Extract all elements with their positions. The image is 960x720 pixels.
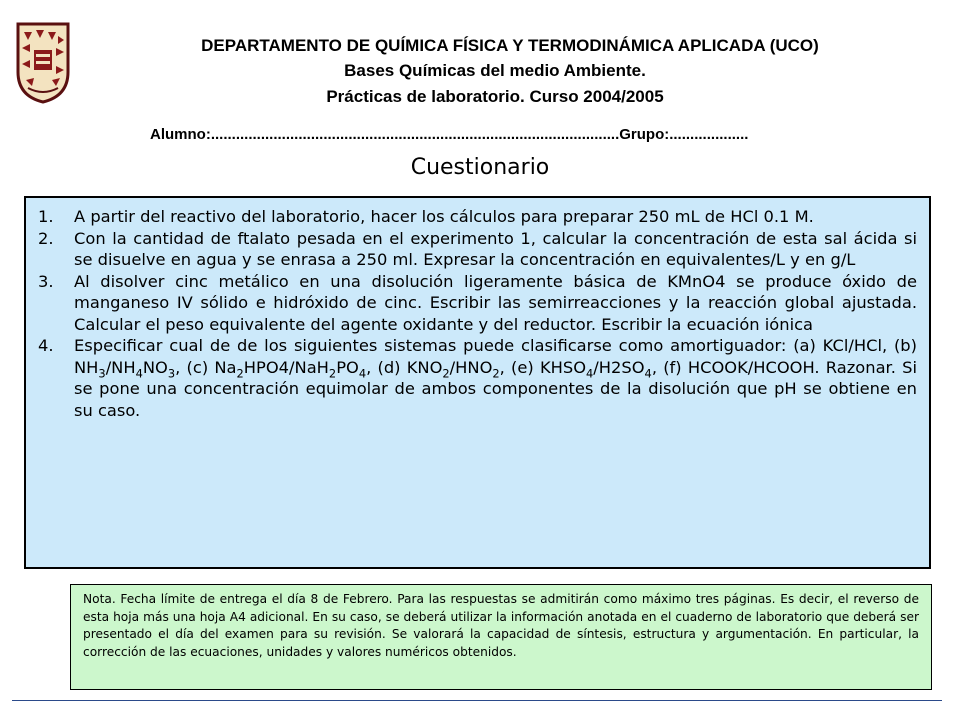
question-item bbox=[36, 206, 917, 228]
question-number: 3. bbox=[38, 271, 54, 291]
question-item bbox=[36, 271, 917, 336]
question-item bbox=[36, 228, 917, 271]
bottom-divider bbox=[12, 700, 942, 701]
note-box: Nota. Fecha límite de entrega el día 8 de Febrero. Para las respuestas se admitirán como máximo tres páginas. Es decir, el reverso de esta hoja más una hoja A4 adicional. En su caso, se deberá utilizar la información anotada en el cuaderno de laboratorio que deberá ser presentado el día del examen para su revisión. Se valorará la capacidad de síntesis, estructura y argumentación. En particular, la corrección de las ecuaciones, unidades y valores numéricos obtenidos. bbox=[70, 584, 932, 690]
questions-box bbox=[24, 196, 931, 569]
course-year: Prácticas de laboratorio. Curso 2004/2005 bbox=[326, 87, 664, 106]
course-title: Bases Químicas del medio Ambiente. bbox=[344, 61, 646, 80]
student-group-line: Alumno:..................................................................................................Grupo:................... bbox=[150, 126, 749, 143]
department-title: DEPARTAMENTO DE QUÍMICA FÍSICA Y TERMODINÁMICA APLICADA (UCO) bbox=[201, 36, 819, 55]
question-number: 4. bbox=[38, 336, 54, 355]
question-item bbox=[36, 335, 917, 421]
question-text: Al disolver cinc metálico en una disolución ligeramente básica de KMnO4 se produce óxido de manganeso IV sólido e hidróxido de cinc. Escribir las semirreacciones y la reacción global ajustada. Calcular el peso equivalente del agente oxidante y del reductor. Escribir la ecuación iónica bbox=[74, 271, 917, 334]
page-title: Cuestionario bbox=[410, 155, 550, 180]
questions-list bbox=[26, 198, 929, 421]
question-number: 1. bbox=[38, 207, 54, 226]
question-text: A partir del reactivo del laboratorio, hacer los cálculos para preparar 250 mL de HCl 0.1 M. bbox=[74, 207, 814, 226]
question-number: 2. bbox=[38, 228, 54, 248]
question-text: Con la cantidad de ftalato pesada en el experimento 1, calcular la concentración de esta sal ácida si se disuelve en agua y se enrasa a 250 ml. Expresar la concentración en equivalentes/L y en g/L bbox=[74, 228, 917, 269]
question-text: Especificar cual de de los siguientes sistemas puede clasificarse como amortiguador: (a) KCl/HCl, (b) $NH_3/NH_4NO_3$, (c) $Na_2HPO4/NaH_2PO_4$, (d) $KNO_2/HNO_2$, (e) $KHSO_4/H2SO_4$, (f) HCOOK/HCOOH. Razonar. Si se pone una concentración equimolar de ambos componentes de la disolución que pH se obtiene en su caso. bbox=[74, 336, 917, 420]
